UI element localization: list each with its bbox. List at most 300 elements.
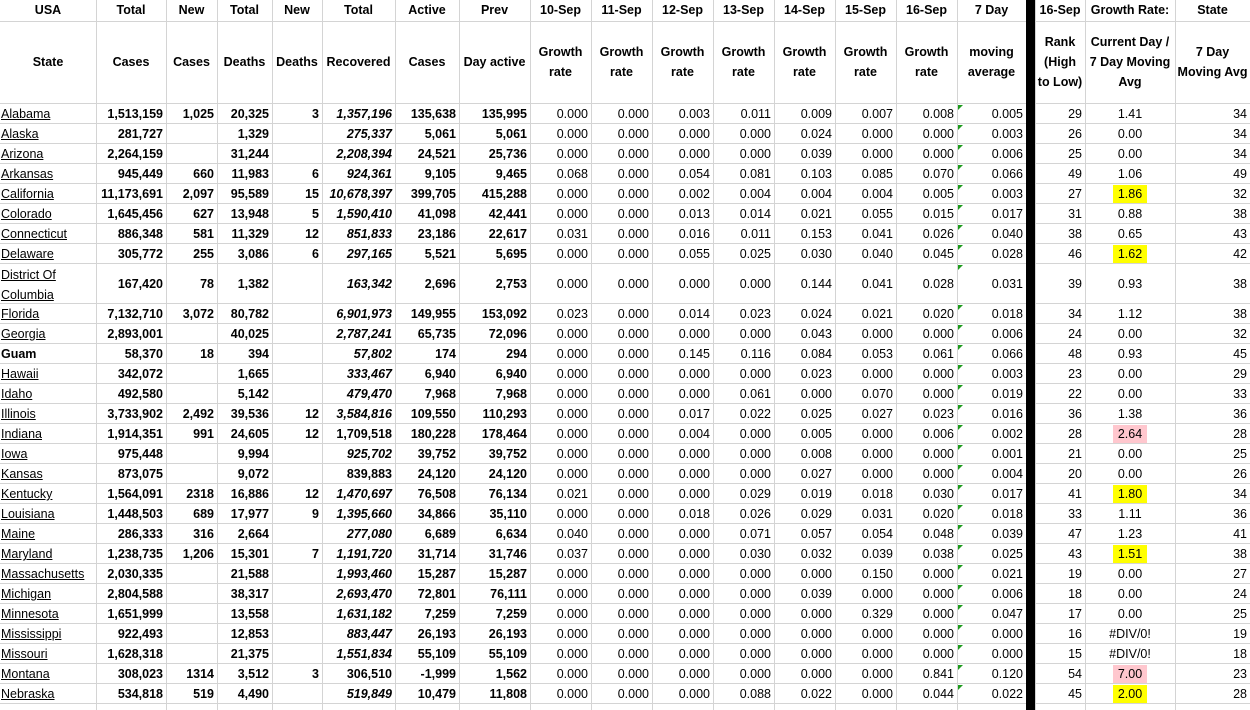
ratio-cell[interactable]: 0.00 [1117,127,1143,141]
table-cell[interactable] [166,445,217,463]
rank-cell[interactable]: 38 [1068,227,1082,241]
table-cell[interactable]: 0.005 [991,107,1023,121]
growth-rate-cell[interactable]: 0.000 [739,277,771,291]
table-cell[interactable]: 28 [1233,687,1247,701]
table-cell[interactable]: 21,375 [230,647,269,661]
rank-cell[interactable]: 25 [1068,147,1082,161]
growth-rate-cell[interactable]: 0.004 [678,427,710,441]
table-cell[interactable]: 27 [1233,567,1247,581]
ratio-cell[interactable]: 1.62 [1113,245,1147,263]
table-cell[interactable]: 135,995 [481,107,527,121]
growth-rate-cell[interactable]: 0.037 [556,547,588,561]
growth-rate-cell[interactable]: 0.000 [678,687,710,701]
state-link[interactable]: Georgia [1,327,46,341]
header-cell[interactable]: 10-Sep [540,3,581,17]
growth-rate-cell[interactable]: 0.028 [922,277,954,291]
growth-rate-cell[interactable]: 0.014 [678,307,710,321]
table-cell[interactable]: 1,448,503 [107,507,163,521]
table-cell[interactable]: 15,287 [488,567,527,581]
header-cell[interactable]: Growth rate [599,45,644,79]
growth-rate-cell[interactable]: 0.000 [739,667,771,681]
header-cell[interactable]: Prev [480,3,509,17]
table-cell[interactable]: 1,551,834 [336,647,392,661]
table-cell[interactable]: 11,808 [489,687,527,701]
table-cell[interactable]: 2,264,159 [107,147,163,161]
table-cell[interactable]: 43 [1233,227,1247,241]
growth-rate-cell[interactable]: 0.000 [922,387,954,401]
table-cell[interactable]: 6,901,973 [336,307,392,321]
rank-cell[interactable]: 47 [1068,527,1082,541]
growth-rate-cell[interactable]: 0.000 [739,607,771,621]
table-cell[interactable]: 7,259 [424,607,456,621]
growth-rate-cell[interactable]: 0.000 [678,467,710,481]
table-cell[interactable]: 0.003 [991,187,1023,201]
table-cell[interactable]: 0.066 [991,167,1023,181]
table-cell[interactable]: 297,165 [346,247,392,261]
rank-cell[interactable]: 36 [1068,407,1082,421]
table-cell[interactable] [166,565,217,583]
header-cell[interactable]: 7 Day [974,3,1009,17]
ratio-cell[interactable]: 0.88 [1117,207,1143,221]
growth-rate-cell[interactable]: 0.021 [556,487,588,501]
table-cell[interactable]: 9,105 [424,167,456,181]
table-cell[interactable]: 12 [305,227,319,241]
growth-rate-cell[interactable]: 0.017 [678,407,710,421]
growth-rate-cell[interactable]: 0.000 [556,107,588,121]
table-cell[interactable]: 0.000 [991,627,1023,641]
table-cell[interactable]: 415,288 [481,187,527,201]
header-cell[interactable]: 7 Day Moving Avg [1177,45,1248,79]
growth-rate-cell[interactable]: 0.000 [617,187,649,201]
growth-rate-cell[interactable]: 0.000 [678,607,710,621]
ratio-cell[interactable]: #DIV/0! [1109,627,1151,641]
table-cell[interactable]: 0.017 [991,207,1023,221]
table-cell[interactable]: 1,470,697 [336,487,392,501]
table-cell[interactable]: 0.000 [991,647,1023,661]
table-cell[interactable]: 39,536 [230,407,269,421]
table-cell[interactable]: 65,735 [417,327,456,341]
table-cell[interactable]: 0.021 [991,567,1023,581]
growth-rate-cell[interactable]: 0.000 [556,187,588,201]
table-cell[interactable]: 1,562 [495,667,527,681]
growth-rate-cell[interactable]: 0.000 [739,627,771,641]
table-cell[interactable]: 5,142 [237,387,269,401]
table-cell[interactable]: 286,333 [117,527,163,541]
growth-rate-cell[interactable]: 0.023 [800,367,832,381]
growth-rate-cell[interactable]: 0.000 [922,607,954,621]
table-cell[interactable] [272,565,322,583]
rank-cell[interactable]: 49 [1068,167,1082,181]
growth-rate-cell[interactable]: 0.000 [861,367,893,381]
header-cell[interactable]: Growth Rate: [1090,3,1170,17]
table-cell[interactable]: 78 [200,277,214,291]
table-cell[interactable]: 255 [193,247,214,261]
header-cell[interactable]: 13-Sep [723,3,764,17]
growth-rate-cell[interactable]: 0.088 [739,687,771,701]
rank-cell[interactable]: 24 [1068,327,1082,341]
growth-rate-cell[interactable]: 0.000 [556,387,588,401]
growth-rate-cell[interactable]: 0.040 [556,527,588,541]
state-link[interactable]: Kentucky [1,487,53,501]
growth-rate-cell[interactable]: 0.000 [739,127,771,141]
growth-rate-cell[interactable]: 0.029 [800,507,832,521]
table-cell[interactable]: 0.003 [991,127,1023,141]
table-cell[interactable]: 58,370 [124,347,163,361]
growth-rate-cell[interactable]: 0.000 [739,447,771,461]
growth-rate-cell[interactable]: 0.000 [922,627,954,641]
table-cell[interactable]: 1,329 [237,127,269,141]
table-cell[interactable]: 2,030,335 [107,567,163,581]
state-link[interactable]: Nebraska [1,687,55,701]
table-cell[interactable] [166,585,217,603]
ratio-cell[interactable]: 1.86 [1113,185,1147,203]
table-cell[interactable]: 275,337 [346,127,392,141]
rank-cell[interactable]: 26 [1068,127,1082,141]
ratio-cell[interactable]: 0.00 [1117,327,1143,341]
state-link[interactable]: Delaware [1,247,54,261]
growth-rate-cell[interactable]: 0.000 [678,567,710,581]
growth-rate-cell[interactable]: 0.024 [800,307,832,321]
table-cell[interactable]: 3,584,816 [336,407,392,421]
table-cell[interactable]: 6,689 [424,527,456,541]
table-cell[interactable]: 21,588 [230,567,269,581]
growth-rate-cell[interactable]: 0.053 [861,347,893,361]
growth-rate-cell[interactable]: 0.011 [740,107,771,121]
growth-rate-cell[interactable]: 0.000 [617,227,649,241]
table-cell[interactable]: 33 [1233,387,1247,401]
growth-rate-cell[interactable]: 0.116 [740,347,771,361]
table-cell[interactable]: 24,120 [417,467,456,481]
growth-rate-cell[interactable]: 0.000 [617,207,649,221]
table-cell[interactable]: 0.006 [991,147,1023,161]
growth-rate-cell[interactable]: 0.000 [617,487,649,501]
growth-rate-cell[interactable]: 0.000 [739,367,771,381]
growth-rate-cell[interactable]: 0.000 [739,467,771,481]
header-cell[interactable]: 14-Sep [784,3,825,17]
table-cell[interactable]: 26,193 [417,627,456,641]
state-link[interactable]: Maine [1,527,36,541]
growth-rate-cell[interactable]: 0.000 [800,647,832,661]
growth-rate-cell[interactable]: 0.006 [922,427,954,441]
table-cell[interactable]: 5 [312,207,319,221]
table-cell[interactable]: 34 [1233,487,1247,501]
growth-rate-cell[interactable]: 0.000 [678,387,710,401]
growth-rate-cell[interactable]: 0.000 [861,127,893,141]
growth-rate-cell[interactable]: 0.000 [556,507,588,521]
table-cell[interactable]: 1,914,351 [107,427,163,441]
growth-rate-cell[interactable]: 0.000 [556,647,588,661]
growth-rate-cell[interactable]: 0.055 [861,207,893,221]
growth-rate-cell[interactable]: 0.039 [861,547,893,561]
table-cell[interactable]: 2,804,588 [107,587,163,601]
ratio-cell[interactable]: 1.06 [1117,167,1143,181]
table-cell[interactable] [166,145,217,163]
growth-rate-cell[interactable]: 0.000 [861,147,893,161]
state-link[interactable]: Alabama [1,107,51,121]
state-link[interactable]: Hawaii [1,367,39,381]
growth-rate-cell[interactable]: 0.000 [739,647,771,661]
header-cell[interactable]: Recovered [326,55,391,69]
table-cell[interactable]: 924,361 [346,167,392,181]
table-cell[interactable] [272,345,322,363]
table-cell[interactable]: 39,752 [417,447,456,461]
table-cell[interactable]: 34 [1233,127,1247,141]
growth-rate-cell[interactable]: 0.000 [678,547,710,561]
table-cell[interactable]: 316 [193,527,214,541]
growth-rate-cell[interactable]: 0.070 [922,167,954,181]
table-cell[interactable]: 25 [1233,447,1247,461]
table-cell[interactable]: 12 [305,407,319,421]
growth-rate-cell[interactable]: 0.018 [678,507,710,521]
growth-rate-cell[interactable]: 0.070 [861,387,893,401]
ratio-cell[interactable]: 2.64 [1113,425,1147,443]
table-cell[interactable]: 23 [1233,667,1247,681]
table-cell[interactable]: 342,072 [117,367,163,381]
header-cell[interactable]: 16-Sep [906,3,947,17]
table-cell[interactable]: 16,886 [230,487,269,501]
table-cell[interactable]: 1,631,182 [336,607,392,621]
table-cell[interactable]: 34 [1233,147,1247,161]
ratio-cell[interactable]: 1.80 [1113,485,1147,503]
table-cell[interactable]: 294 [506,347,527,361]
state-link[interactable]: Indiana [1,427,43,441]
table-cell[interactable]: 25,736 [488,147,527,161]
table-cell[interactable]: 0.022 [991,687,1023,701]
growth-rate-cell[interactable]: 0.008 [800,447,832,461]
table-cell[interactable]: 839,883 [346,467,392,481]
table-cell[interactable]: 18 [200,347,214,361]
growth-rate-cell[interactable]: 0.144 [800,277,832,291]
growth-rate-cell[interactable]: 0.019 [800,487,832,501]
growth-rate-cell[interactable]: 0.000 [556,327,588,341]
header-cell[interactable]: Current Day / 7 Day Moving Avg [1089,35,1171,89]
growth-rate-cell[interactable]: 0.011 [740,227,771,241]
growth-rate-cell[interactable]: 0.054 [861,527,893,541]
table-cell[interactable]: 0.028 [991,247,1023,261]
table-cell[interactable]: 399,705 [410,187,456,201]
growth-rate-cell[interactable]: 0.000 [739,587,771,601]
growth-rate-cell[interactable]: 0.025 [739,247,771,261]
growth-rate-cell[interactable]: 0.000 [617,307,649,321]
header-cell[interactable]: Growth rate [721,45,766,79]
table-cell[interactable]: 6,634 [495,527,527,541]
table-cell[interactable]: 95,589 [230,187,269,201]
table-cell[interactable]: 55,109 [488,647,527,661]
table-cell[interactable]: 0.066 [991,347,1023,361]
table-cell[interactable] [272,385,322,403]
growth-rate-cell[interactable]: 0.000 [861,327,893,341]
growth-rate-cell[interactable]: 0.000 [617,427,649,441]
growth-rate-cell[interactable]: 0.026 [739,507,771,521]
table-cell[interactable] [272,305,322,323]
growth-rate-cell[interactable]: 0.000 [617,247,649,261]
table-cell[interactable] [272,365,322,383]
growth-rate-cell[interactable]: 0.000 [861,687,893,701]
growth-rate-cell[interactable]: 0.084 [800,347,832,361]
table-cell[interactable]: 13,948 [230,207,269,221]
table-cell[interactable]: 12 [305,487,319,501]
growth-rate-cell[interactable]: 0.000 [556,147,588,161]
growth-rate-cell[interactable]: 0.041 [861,227,893,241]
header-cell[interactable]: Cases [112,55,150,69]
growth-rate-cell[interactable]: 0.057 [800,527,832,541]
rank-cell[interactable]: 34 [1068,307,1082,321]
rank-cell[interactable]: 22 [1068,387,1082,401]
growth-rate-cell[interactable]: 0.000 [617,687,649,701]
table-cell[interactable] [166,125,217,143]
table-cell[interactable]: 178,464 [481,427,527,441]
growth-rate-cell[interactable]: 0.013 [678,207,710,221]
table-cell[interactable]: 5,061 [424,127,456,141]
growth-rate-cell[interactable]: 0.000 [861,587,893,601]
table-cell[interactable]: 9,465 [495,167,527,181]
table-cell[interactable]: 0.031 [991,277,1023,291]
growth-rate-cell[interactable]: 0.000 [617,527,649,541]
state-link[interactable]: Arkansas [1,167,54,181]
state-link[interactable]: Mississippi [1,627,62,641]
table-cell[interactable]: 31,714 [417,547,456,561]
table-cell[interactable]: 1,590,410 [336,207,392,221]
growth-rate-cell[interactable]: 0.048 [922,527,954,541]
header-cell[interactable]: Deaths [223,55,266,69]
table-cell[interactable]: 35,110 [489,507,527,521]
growth-rate-cell[interactable]: 0.008 [922,107,954,121]
table-cell[interactable]: 38 [1233,547,1247,561]
growth-rate-cell[interactable]: 0.000 [922,147,954,161]
table-cell[interactable]: 9,994 [237,447,269,461]
growth-rate-cell[interactable]: 0.000 [556,427,588,441]
growth-rate-cell[interactable]: 0.009 [800,107,832,121]
table-cell[interactable]: 42,441 [488,207,527,221]
growth-rate-cell[interactable]: 0.000 [556,627,588,641]
table-cell[interactable] [272,445,322,463]
table-cell[interactable] [166,605,217,623]
state-link[interactable]: Florida [1,307,40,321]
table-cell[interactable]: 10,678,397 [329,187,392,201]
growth-rate-cell[interactable]: 0.000 [617,647,649,661]
growth-rate-cell[interactable]: 0.031 [861,507,893,521]
growth-rate-cell[interactable]: 0.025 [800,407,832,421]
growth-rate-cell[interactable]: 0.841 [922,667,954,681]
rank-cell[interactable]: 18 [1068,587,1082,601]
growth-rate-cell[interactable]: 0.000 [800,667,832,681]
table-cell[interactable]: 0.002 [991,427,1023,441]
state-link[interactable]: Idaho [1,387,33,401]
growth-rate-cell[interactable]: 0.021 [861,307,893,321]
header-cell[interactable]: USA [34,3,62,17]
header-cell[interactable]: New [178,3,205,17]
table-cell[interactable]: 24,521 [417,147,456,161]
table-cell[interactable]: 1,665 [237,367,269,381]
growth-rate-cell[interactable]: 0.000 [678,127,710,141]
ratio-cell[interactable]: 0.93 [1117,277,1143,291]
rank-cell[interactable]: 23 [1068,367,1082,381]
table-cell[interactable]: 11,329 [231,227,269,241]
growth-rate-cell[interactable]: 0.000 [556,347,588,361]
table-cell[interactable] [166,385,217,403]
table-cell[interactable]: 5,695 [495,247,527,261]
table-cell[interactable]: 23,186 [417,227,456,241]
growth-rate-cell[interactable]: 0.000 [617,587,649,601]
growth-rate-cell[interactable]: 0.000 [556,207,588,221]
header-cell[interactable]: Day active [463,55,526,69]
state-link[interactable]: Kansas [1,467,43,481]
table-cell[interactable]: 167,420 [117,277,163,291]
growth-rate-cell[interactable]: 0.000 [861,447,893,461]
state-link[interactable]: Guam [1,347,37,361]
table-cell[interactable]: 12 [305,427,319,441]
growth-rate-cell[interactable]: 0.000 [922,367,954,381]
growth-rate-cell[interactable]: 0.024 [800,127,832,141]
table-cell[interactable]: 0.019 [991,387,1023,401]
table-cell[interactable]: 5,061 [495,127,527,141]
state-link[interactable]: Massachusetts [1,567,85,581]
growth-rate-cell[interactable]: 0.000 [617,627,649,641]
rank-cell[interactable]: 19 [1068,567,1082,581]
growth-rate-cell[interactable]: 0.027 [861,407,893,421]
growth-rate-cell[interactable]: 0.000 [678,147,710,161]
growth-rate-cell[interactable]: 0.004 [739,187,771,201]
growth-rate-cell[interactable]: 0.000 [678,627,710,641]
table-cell[interactable]: 2,893,001 [107,327,163,341]
table-cell[interactable] [272,525,322,543]
table-cell[interactable]: 135,638 [410,107,456,121]
growth-rate-cell[interactable]: 0.000 [861,467,893,481]
growth-rate-cell[interactable]: 0.007 [861,107,893,121]
table-cell[interactable]: 581 [193,227,214,241]
table-cell[interactable]: 7,968 [495,387,527,401]
table-cell[interactable] [272,325,322,343]
state-link[interactable]: Missouri [1,647,48,661]
state-link[interactable]: California [1,187,54,201]
ratio-cell[interactable]: 1.38 [1117,407,1143,421]
table-cell[interactable]: 38,317 [230,587,269,601]
state-link[interactable]: Minnesota [1,607,59,621]
table-cell[interactable]: 2,097 [182,187,214,201]
table-cell[interactable]: 1,513,159 [107,107,163,121]
growth-rate-cell[interactable]: 0.030 [800,247,832,261]
table-cell[interactable]: 0.039 [991,527,1023,541]
table-cell[interactable]: 333,467 [346,367,392,381]
state-link[interactable]: Arizona [1,147,44,161]
growth-rate-cell[interactable]: 0.018 [861,487,893,501]
table-cell[interactable]: 1314 [186,667,214,681]
header-cell[interactable]: Active [408,3,446,17]
growth-rate-cell[interactable]: 0.016 [678,227,710,241]
state-link[interactable]: Connecticut [1,227,68,241]
state-link[interactable]: Montana [1,667,50,681]
table-cell[interactable]: 3,086 [237,247,269,261]
ratio-cell[interactable]: 0.93 [1117,347,1143,361]
header-cell[interactable]: Rank (High to Low) [1037,35,1083,89]
growth-rate-cell[interactable]: 0.000 [861,627,893,641]
growth-rate-cell[interactable]: 0.041 [861,277,893,291]
growth-rate-cell[interactable]: 0.000 [739,427,771,441]
ratio-cell[interactable]: 0.00 [1117,387,1143,401]
growth-rate-cell[interactable]: 0.000 [617,667,649,681]
table-cell[interactable]: 519,849 [346,687,392,701]
table-cell[interactable]: 1,382 [237,277,269,291]
table-cell[interactable]: 26 [1233,467,1247,481]
growth-rate-cell[interactable]: 0.068 [556,167,588,181]
rank-cell[interactable]: 27 [1068,187,1082,201]
table-cell[interactable]: 11,983 [231,167,269,181]
growth-rate-cell[interactable]: 0.103 [800,167,832,181]
rank-cell[interactable]: 39 [1068,277,1082,291]
growth-rate-cell[interactable]: 0.029 [739,487,771,501]
table-cell[interactable] [272,585,322,603]
header-cell[interactable]: moving average [967,45,1016,79]
